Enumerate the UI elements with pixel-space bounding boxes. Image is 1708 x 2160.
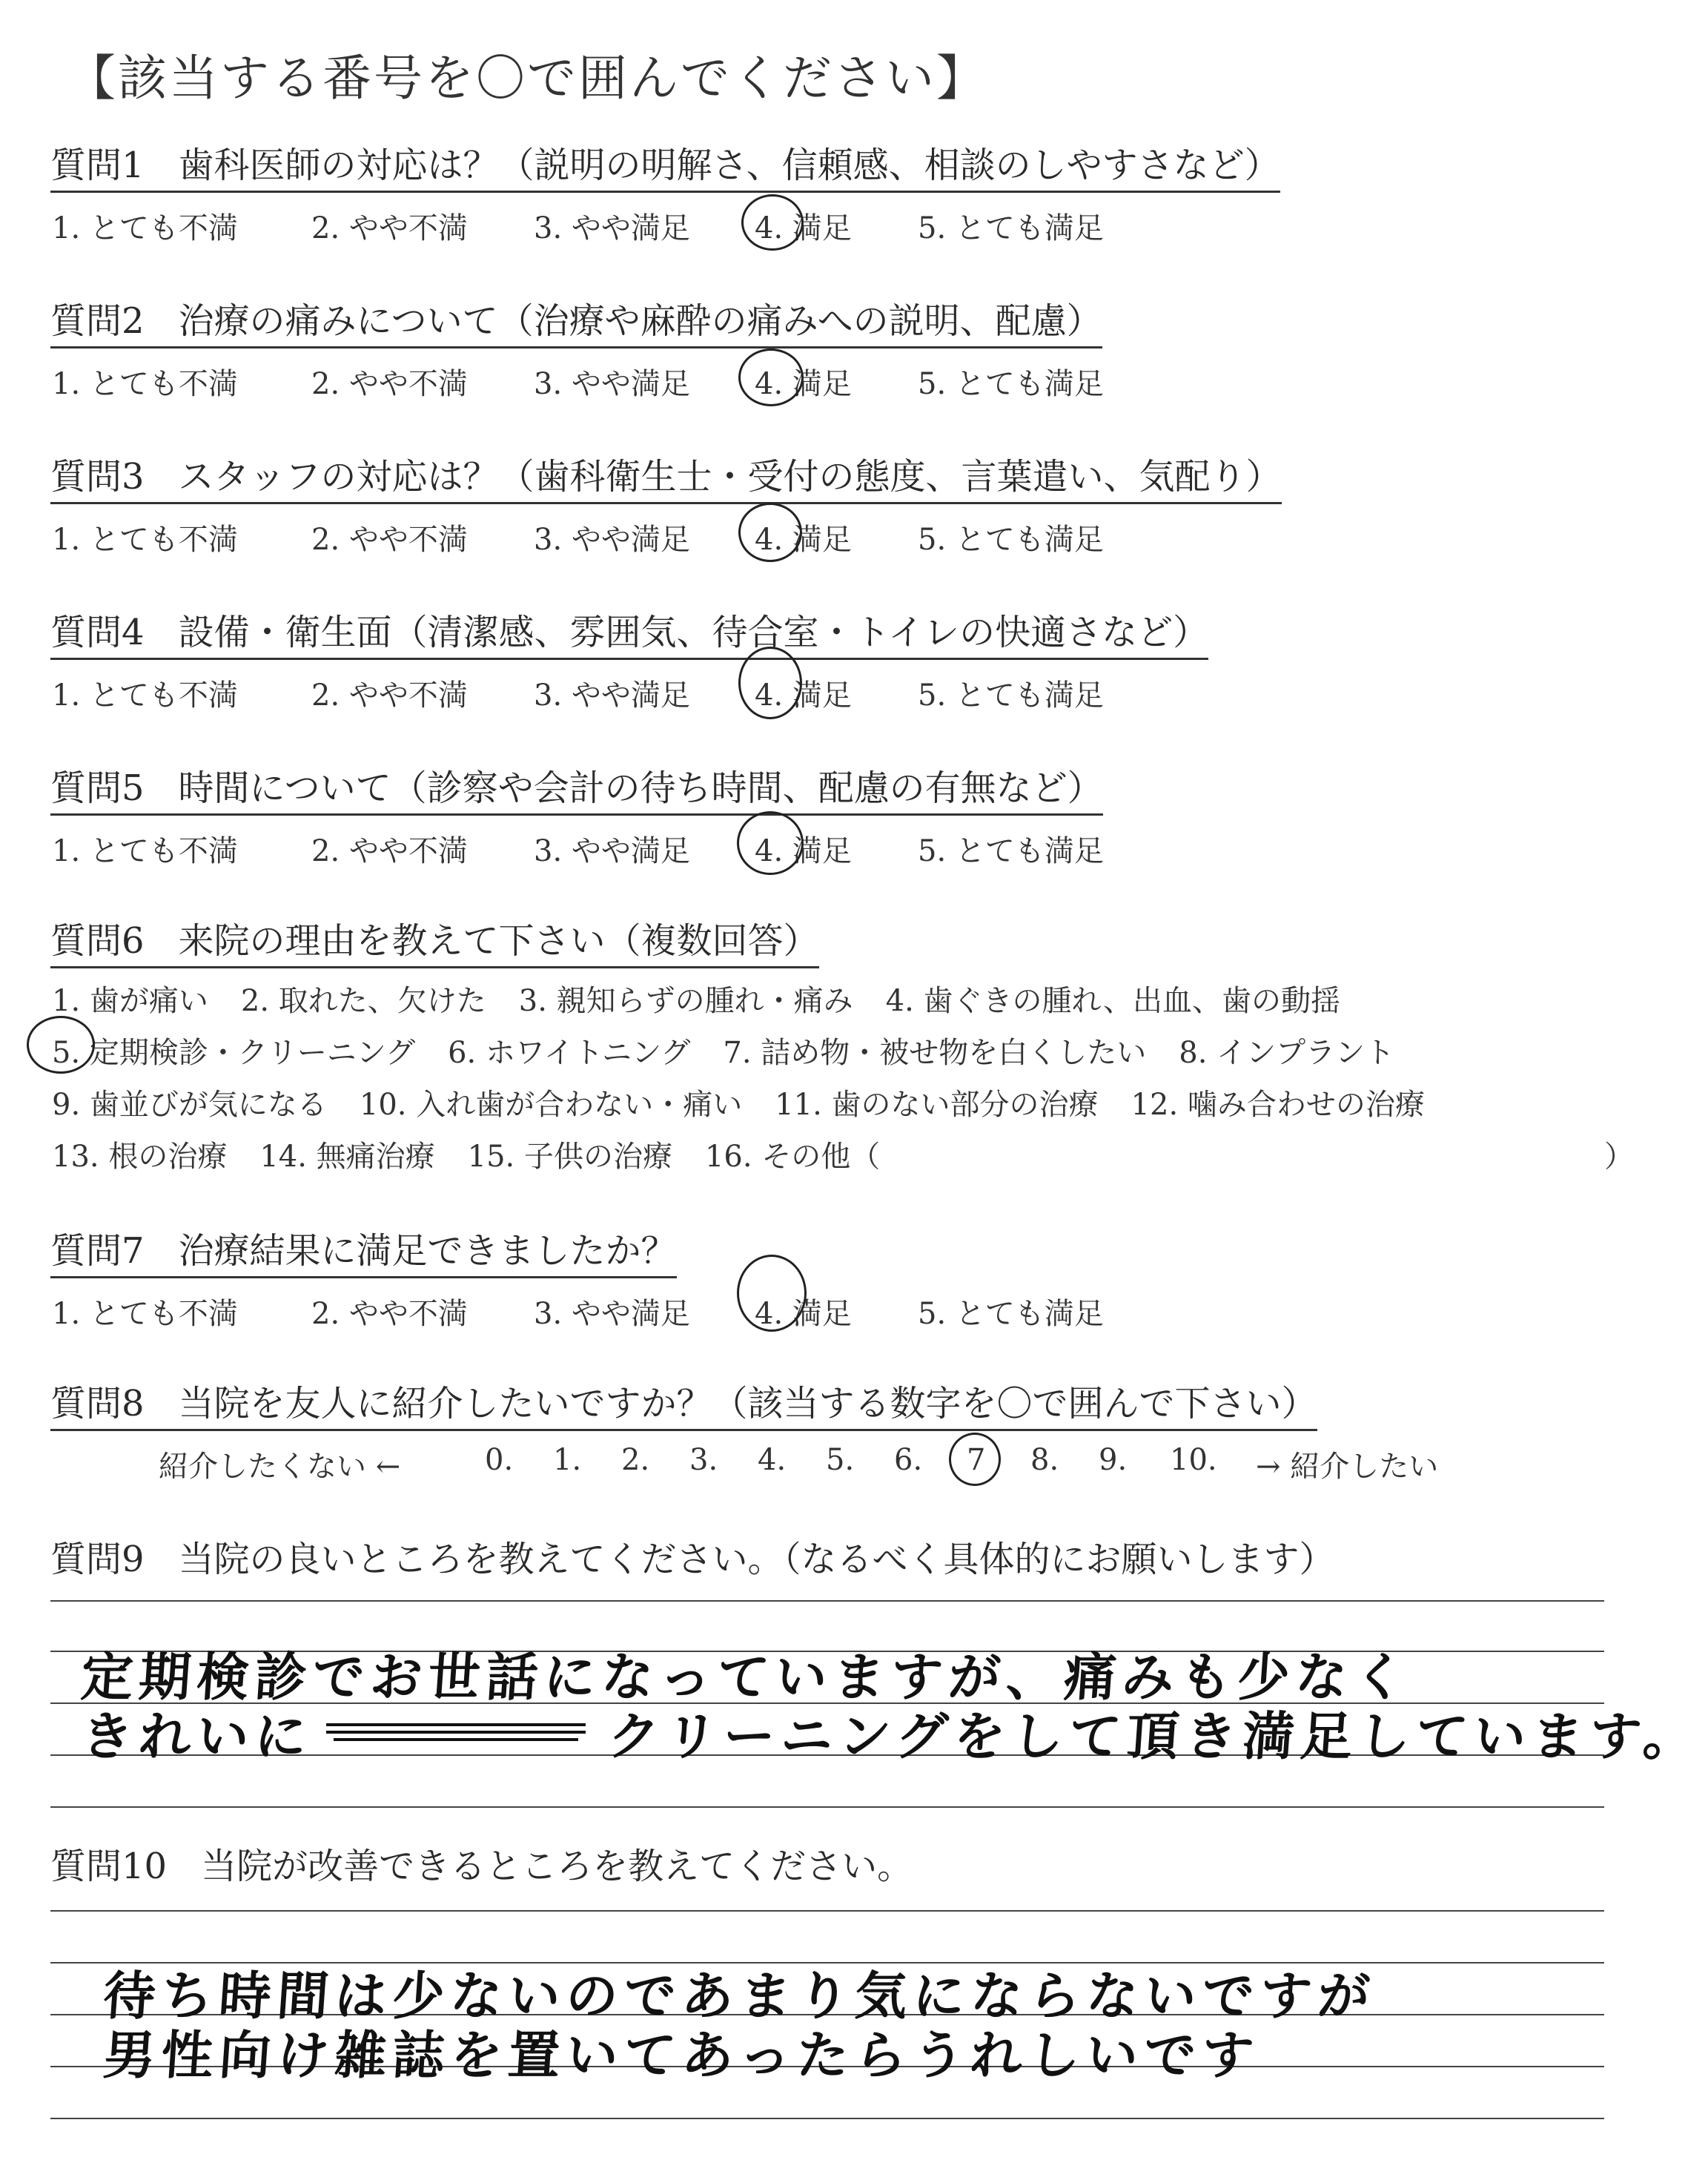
selection-circle: [741, 194, 804, 251]
rating-option-5[interactable]: 5. とても満足: [918, 211, 1104, 245]
question-7: [50, 1231, 677, 1278]
rating-option-5[interactable]: 5. とても満足: [918, 834, 1104, 868]
q6-option[interactable]: 2. 取れた、欠けた: [240, 984, 486, 1018]
question-5: [50, 768, 1103, 816]
question-3: [50, 457, 1282, 504]
question-number: 質問4: [50, 612, 145, 653]
scale-option-5[interactable]: 5.: [826, 1443, 855, 1477]
question-6: [50, 921, 819, 968]
rating-option-4[interactable]: 4. 満足: [755, 1297, 852, 1331]
rating-option-2[interactable]: 2. やや不満: [311, 367, 468, 401]
question-text: 当院を友人に紹介したいですか？（該当する数字を〇で囲んで下さい）: [178, 1383, 1317, 1424]
q6-options-line-2: [52, 1029, 1427, 1071]
handwritten-answer-line-1: 定期検診でお世話になっていますが、痛みも少なく: [79, 1647, 1414, 1708]
q6-option[interactable]: 1. 歯が痛い: [52, 984, 208, 1018]
question-text: 治療の痛みについて（治療や麻酔の痛みへの説明、配慮）: [178, 300, 1102, 342]
q6-option[interactable]: 9. 歯並びが気になる: [52, 1088, 327, 1122]
scale-left-label: 紹介したくない ←: [159, 1450, 401, 1484]
q6-option[interactable]: 12. 噛み合わせの治療: [1131, 1088, 1425, 1122]
rating-option-5[interactable]: 5. とても満足: [918, 678, 1104, 713]
q6-other-close: [1604, 1133, 1666, 1175]
rating-option-3[interactable]: 3. やや満足: [534, 678, 690, 713]
question-number: 質問5: [50, 767, 145, 809]
selection-circle: [949, 1433, 1001, 1486]
scale-option-6[interactable]: 6.: [894, 1443, 923, 1477]
scale-option-0[interactable]: 0.: [485, 1443, 514, 1477]
answer-line: [50, 1910, 1604, 1912]
selection-circle: [27, 1016, 95, 1074]
q6-option[interactable]: 13. 根の治療: [52, 1140, 228, 1174]
question-number: 質問1: [50, 145, 145, 186]
rating-option-2[interactable]: 2. やや不満: [311, 1297, 468, 1331]
question-2: [50, 301, 1102, 349]
q6-option[interactable]: 15. 子供の治療: [467, 1140, 672, 1174]
handwritten-answer-line-2: 男性向け雑誌を置いてあったらうれしいです: [101, 2025, 1262, 2086]
scribble-strike: [326, 1723, 586, 1726]
rating-option-3[interactable]: 3. やや満足: [534, 834, 690, 868]
selection-circle: [737, 1255, 807, 1332]
question-text: 歯科医師の対応は？（説明の明解さ、信頼感、相談のしやすさなど）: [178, 145, 1280, 186]
question-text: 時間について（診察や会計の待ち時間、配慮の有無など）: [178, 767, 1103, 809]
q6-option[interactable]: 4. 歯ぐきの腫れ、出血、歯の動揺: [885, 984, 1340, 1018]
selection-circle: [738, 349, 804, 406]
scale-option-4[interactable]: 4.: [758, 1443, 787, 1477]
question-number: 質問10: [50, 1846, 168, 1887]
scribble-strike: [334, 1738, 578, 1741]
rating-option-1[interactable]: 1. とても不満: [52, 211, 238, 245]
handwritten-answer-line-1: 待ち時間は少ないのであまり気にならないですが: [101, 1966, 1378, 2027]
handwritten-answer-line-2a: きれいに: [79, 1706, 315, 1767]
rating-option-4[interactable]: 4. 満足: [755, 211, 852, 245]
rating-option-2[interactable]: 2. やや不満: [311, 678, 468, 713]
question-text: スタッフの対応は？（歯科衛生士・受付の態度、言葉遣い、気配り）: [178, 456, 1282, 498]
handwritten-answer-line-2b: クリーニングをして頂き満足しています。: [605, 1706, 1704, 1767]
question-number: 質問7: [50, 1230, 145, 1272]
q6-option[interactable]: 10. 入れ歯が合わない・痛い: [359, 1088, 743, 1122]
question-text: 設備・衛生面（清潔感、雰囲気、待合室・トイレの快適さなど）: [178, 612, 1209, 653]
question-number: 質問9: [50, 1539, 145, 1580]
question-text: 当院が改善できるところを教えてください。: [201, 1846, 913, 1887]
question-9: [50, 1539, 1335, 1585]
question-number: 質問8: [50, 1383, 145, 1424]
scale-option-9[interactable]: 9.: [1099, 1443, 1128, 1477]
scale-option-2[interactable]: 2.: [621, 1443, 650, 1477]
scale-option-7[interactable]: 7: [967, 1443, 986, 1477]
scale-right-label: → 紹介したい: [1256, 1450, 1439, 1484]
selection-circle: [738, 503, 802, 562]
form-title: 【該当する番号を〇で囲んでください】: [67, 50, 987, 107]
q6-options-line-3: [52, 1081, 1457, 1123]
q6-option[interactable]: 8. インプラント: [1179, 1036, 1395, 1070]
rating-option-4[interactable]: 4. 満足: [755, 678, 852, 713]
q6-option[interactable]: 3. 親知らずの腫れ・痛み: [518, 984, 853, 1018]
q6-option[interactable]: 7. 詰め物・被せ物を白くしたい: [723, 1036, 1147, 1070]
rating-option-1[interactable]: 1. とても不満: [52, 367, 238, 401]
selection-circle: [738, 647, 802, 719]
rating-option-3[interactable]: 3. やや満足: [534, 523, 690, 557]
q6-option[interactable]: 5. 定期検診・クリーニング: [52, 1036, 416, 1070]
answer-line: [50, 1806, 1604, 1808]
rating-option-1[interactable]: 1. とても不満: [52, 523, 238, 557]
question-text: 当院の良いところを教えてください。（なるべく具体的にお願いします）: [178, 1539, 1335, 1580]
rating-option-2[interactable]: 2. やや不満: [311, 211, 468, 245]
rating-option-2[interactable]: 2. やや不満: [311, 834, 468, 868]
scribble-strike: [326, 1731, 586, 1734]
question-number: 質問2: [50, 300, 145, 342]
question-text: 治療結果に満足できましたか？: [178, 1230, 677, 1272]
answer-line: [50, 1600, 1604, 1602]
rating-option-1[interactable]: 1. とても不満: [52, 834, 238, 868]
question-1: [50, 145, 1280, 193]
rating-option-3[interactable]: 3. やや満足: [534, 211, 690, 245]
rating-option-2[interactable]: 2. やや不満: [311, 523, 468, 557]
question-number: 質問6: [50, 920, 145, 962]
rating-option-4[interactable]: 4. 満足: [755, 834, 852, 868]
q6-option-other[interactable]: 16. その他（: [704, 1140, 881, 1174]
q6-option[interactable]: 14. 無痛治療: [259, 1140, 435, 1174]
q6-option[interactable]: 11. 歯のない部分の治療: [775, 1088, 1099, 1122]
rating-option-3[interactable]: 3. やや満足: [534, 367, 690, 401]
rating-option-1[interactable]: 1. とても不満: [52, 1297, 238, 1331]
scale-option-3[interactable]: 3.: [689, 1443, 718, 1477]
rating-option-1[interactable]: 1. とても不満: [52, 678, 238, 713]
question-text: 来院の理由を教えて下さい（複数回答）: [178, 920, 819, 962]
rating-option-3[interactable]: 3. やや満足: [534, 1297, 690, 1331]
selection-circle: [737, 811, 804, 875]
rating-option-4[interactable]: 4. 満足: [755, 367, 852, 401]
q6-options-line-1: [52, 977, 1373, 1020]
rating-option-5[interactable]: 5. とても満足: [918, 523, 1104, 557]
question-10: [50, 1846, 913, 1892]
rating-option-5[interactable]: 5. とても満足: [918, 367, 1104, 401]
question-4: [50, 612, 1208, 660]
rating-option-4[interactable]: 4. 満足: [755, 523, 852, 557]
q6-options-line-4: [52, 1133, 913, 1175]
q6-option[interactable]: 6. ホワイトニング: [448, 1036, 691, 1070]
question-number: 質問3: [50, 456, 145, 498]
rating-option-5[interactable]: 5. とても満足: [918, 1297, 1104, 1331]
q6-other-paren: ）: [1604, 1140, 1634, 1174]
question-8: [50, 1384, 1317, 1431]
answer-line: [50, 2118, 1604, 2119]
scale-option-8[interactable]: 8.: [1030, 1443, 1059, 1477]
scale-option-1[interactable]: 1.: [553, 1443, 582, 1477]
scale-option-10[interactable]: 10.: [1170, 1443, 1217, 1477]
